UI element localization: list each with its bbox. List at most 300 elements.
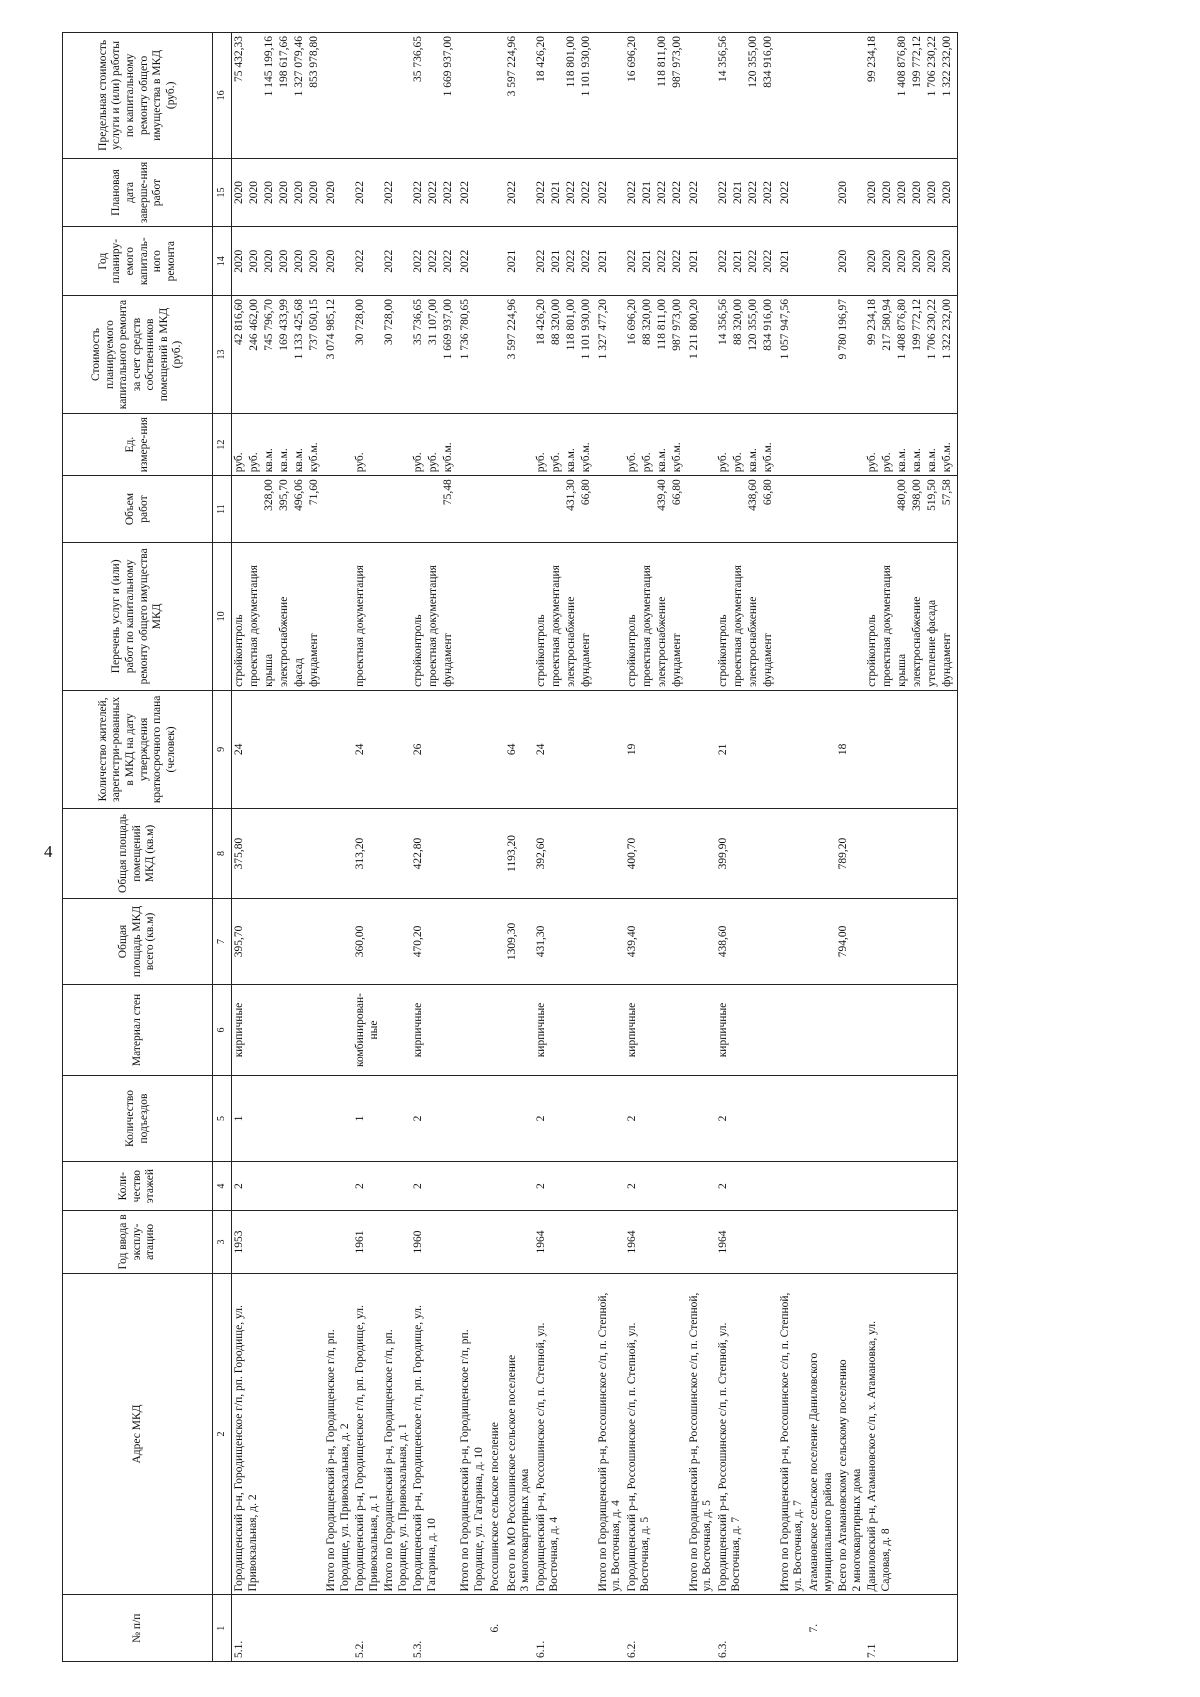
- repair-years-cell: [716, 227, 778, 296]
- completion-year: 2022: [670, 181, 683, 205]
- work-item: стройконтроль: [716, 614, 729, 687]
- address-cell: [232, 1273, 325, 1595]
- max-cost: 1 101 930,00: [579, 36, 592, 97]
- year-built-cell: [232, 1211, 325, 1273]
- max-cost: 14 356,56: [716, 36, 729, 82]
- subtotal-cost-cell: [596, 296, 625, 414]
- column-header: Количество жителей, зарегистри-рованных в МКД на дату утверждения краткосрочного плана (человек): [63, 690, 213, 808]
- repair-year: 2020: [308, 249, 320, 273]
- empty-cell: [382, 899, 411, 985]
- entrances-count: 1: [354, 1115, 367, 1122]
- work-unit: куб.м.: [579, 442, 592, 473]
- summary-residents-cell: [836, 690, 865, 808]
- column-number: 15: [213, 158, 232, 227]
- house-address: Городищенский р-н, Россошинское с/п, п. Степной, ул. Восточная, д. 7: [716, 1322, 743, 1592]
- work-cost: 118 811,00: [655, 299, 668, 350]
- subtotal-date: 2020: [325, 181, 337, 205]
- premises-area: 375,80: [233, 837, 245, 870]
- wall-material: кирпичные: [233, 1002, 245, 1058]
- work-volume: 71,60: [308, 479, 320, 506]
- empty-cell: [596, 1211, 625, 1273]
- work-cost: 99 234,18: [866, 299, 879, 346]
- summary-date: 2022: [505, 181, 518, 205]
- work-cost: 246 462,00: [248, 299, 260, 351]
- works-cell: [232, 542, 325, 690]
- floors-cell: [625, 1161, 687, 1210]
- completion-year: 2022: [716, 181, 729, 205]
- subtotal-cost-cell: [324, 296, 353, 414]
- empty-cell: [382, 1161, 411, 1210]
- summary-residents: 64: [505, 743, 518, 756]
- house-row: [353, 33, 382, 1662]
- column-header: Коли-чество этажей: [63, 1161, 213, 1210]
- wall-material-cell: [232, 984, 325, 1075]
- volumes-cell: [625, 476, 687, 543]
- column-number: 7: [213, 899, 232, 985]
- work-volume: [550, 479, 565, 539]
- summary-house-count: 3 многоквартирных дома: [519, 1468, 532, 1592]
- subtotal-year: 2021: [596, 249, 609, 273]
- repair-year: 2022: [354, 249, 367, 273]
- empty-cell: [505, 1595, 534, 1662]
- limits-cell: [625, 33, 687, 159]
- work-volume: [732, 479, 747, 539]
- empty-cell: [778, 33, 807, 159]
- repair-year: 2022: [625, 249, 638, 273]
- work-cost: 1 133 425,68: [293, 299, 305, 360]
- max-cost: 1 322 232,00: [941, 36, 954, 97]
- subtotal-date-cell: [458, 158, 487, 227]
- empty-cell: [807, 808, 836, 898]
- limits-cell: [716, 33, 778, 159]
- summary-premises-area: 789,20: [837, 837, 850, 870]
- row-number: 5.2.: [354, 1640, 367, 1658]
- column-header: Общая площадь помещений МКД (кв.м): [63, 808, 213, 898]
- floors-cell: [534, 1161, 596, 1210]
- empty-cell: [807, 1076, 836, 1162]
- column-number: 8: [213, 808, 232, 898]
- work-volume: 431,30: [564, 479, 577, 511]
- column-number: 11: [213, 476, 232, 543]
- residents-cell: [865, 690, 958, 808]
- house-row: [865, 33, 958, 1662]
- repair-year: 2021: [549, 249, 562, 273]
- work-unit: руб.: [731, 452, 744, 473]
- work-cost: 1 669 937,00: [442, 299, 455, 360]
- repair-year: 2022: [412, 249, 425, 273]
- work-unit: руб.: [427, 452, 440, 473]
- empty-cell: [324, 984, 353, 1075]
- house-row: [411, 33, 458, 1662]
- work-volume: [427, 479, 442, 539]
- year-built: 1953: [233, 1230, 245, 1254]
- empty-cell: [778, 1076, 807, 1162]
- max-cost: 1 408 876,80: [896, 36, 909, 97]
- max-cost: 1 706 230,22: [926, 36, 939, 97]
- subtotal-row: [596, 33, 625, 1662]
- subtotal-date: 2022: [596, 181, 609, 205]
- work-unit: руб.: [881, 452, 894, 473]
- work-unit: руб.: [716, 452, 729, 473]
- work-unit: руб.: [354, 452, 367, 473]
- work-item: фундамент: [941, 633, 954, 687]
- section-summary-row: [505, 33, 534, 1662]
- empty-cell: [505, 542, 534, 690]
- row-number-cell: [232, 1595, 325, 1662]
- subtotal-label-cell: [687, 1273, 716, 1595]
- floors-count: [866, 1165, 881, 1207]
- column-header: Объем работ: [63, 476, 213, 543]
- floors-cell: [865, 1161, 958, 1210]
- work-cost: 120 355,00: [746, 299, 759, 351]
- summary-date-cell: [836, 158, 865, 227]
- summary-limit-cell: [505, 33, 534, 159]
- row-number: 5.1.: [233, 1640, 245, 1658]
- premises-area-cell: [716, 808, 778, 898]
- address-cell: [865, 1273, 958, 1595]
- subtotal-label: Итого по Городищенский р-н, Россошинское с/п, п. Степной, ул. Восточная, д. 5: [687, 1292, 714, 1592]
- work-item: электроснабжение: [655, 596, 668, 687]
- empty-cell: [505, 1211, 534, 1273]
- costs-cell: [716, 296, 778, 414]
- work-volume: [412, 479, 427, 539]
- summary-year: 2021: [505, 249, 518, 273]
- units-cell: [625, 414, 687, 476]
- empty-cell: [382, 542, 411, 690]
- summary-date: 2020: [837, 181, 850, 205]
- floors-count: 2: [412, 1183, 425, 1190]
- residents-count: 24: [233, 743, 245, 756]
- entrances-count: 2: [716, 1115, 729, 1122]
- repair-year: 2020: [896, 249, 909, 273]
- work-volume: 66,80: [579, 479, 592, 506]
- empty-cell: [596, 984, 625, 1075]
- work-volume: 57,58: [941, 479, 954, 506]
- empty-cell: [807, 1161, 836, 1210]
- subtotal-date-cell: [687, 158, 716, 227]
- total-area: 438,60: [716, 925, 729, 958]
- completion-year: 2022: [579, 181, 592, 205]
- row-number: 7.1: [866, 1643, 879, 1658]
- column-header: Количество подъездов: [63, 1076, 213, 1162]
- work-volume: 496,06: [293, 479, 305, 511]
- work-cost: 745 796,70: [263, 299, 275, 351]
- row-number: 6.1.: [534, 1640, 547, 1658]
- works-cell: [534, 542, 596, 690]
- empty-cell: [807, 984, 836, 1075]
- empty-cell: [687, 984, 716, 1075]
- max-cost: 198 617,66: [278, 36, 290, 88]
- work-item: проектная документация: [881, 565, 894, 687]
- section-title: Россошинское сельское поселение: [488, 1422, 501, 1592]
- work-item: стройконтроль: [233, 614, 245, 687]
- floors-count: 2: [625, 1183, 638, 1190]
- empty-cell: [807, 899, 836, 985]
- empty-cell: [596, 414, 625, 476]
- column-header: № п/п: [63, 1595, 213, 1662]
- subtotal-year-cell: [382, 227, 411, 296]
- work-item: проектная документация: [354, 565, 367, 687]
- repair-year: 2022: [746, 249, 759, 273]
- max-cost: 99 234,18: [866, 36, 879, 82]
- subtotal-year-cell: [324, 227, 353, 296]
- empty-cell: [505, 476, 534, 543]
- total-area-cell: [716, 899, 778, 985]
- empty-cell: [687, 542, 716, 690]
- year-built-cell: [716, 1211, 778, 1273]
- end-dates-cell: [411, 158, 458, 227]
- entrances-cell: [411, 1076, 458, 1162]
- section-number-cell: [488, 1595, 505, 1662]
- repair-years-cell: [232, 227, 325, 296]
- subtotal-label-cell: [458, 1273, 487, 1595]
- row-number-cell: [716, 1595, 778, 1662]
- work-volume: [354, 479, 369, 539]
- column-header: Год планиру-емого капиталь-ного ремонта: [63, 227, 213, 296]
- empty-cell: [778, 808, 807, 898]
- empty-cell: [488, 1211, 505, 1273]
- column-number: 4: [213, 1161, 232, 1210]
- floors-count: 2: [534, 1183, 547, 1190]
- summary-residents-cell: [505, 690, 534, 808]
- completion-year: 2022: [354, 181, 367, 205]
- total-area-cell: [625, 899, 687, 985]
- address-cell: [411, 1273, 458, 1595]
- repair-year: 2022: [655, 249, 668, 273]
- units-cell: [353, 414, 382, 476]
- subtotal-date-cell: [382, 158, 411, 227]
- entrances-count: [866, 1079, 881, 1158]
- row-number: 6.2.: [625, 1640, 638, 1658]
- work-item: стройконтроль: [534, 614, 547, 687]
- empty-cell: [836, 1211, 865, 1273]
- row-number-cell: [534, 1595, 596, 1662]
- work-cost: 88 320,00: [731, 299, 744, 346]
- residents-cell: [353, 690, 382, 808]
- residents-count: 24: [354, 743, 367, 756]
- wall-material: кирпичные: [534, 1002, 547, 1058]
- empty-cell: [458, 414, 487, 476]
- work-item: крыша: [896, 653, 909, 687]
- empty-cell: [687, 1211, 716, 1273]
- summary-residents: 18: [837, 743, 850, 756]
- house-address: Городищенский р-н, Городищенское г/п, рп. Городище, ул. Привокзальная, д. 1: [354, 1305, 380, 1592]
- end-dates-cell: [625, 158, 687, 227]
- year-built: 1964: [625, 1230, 638, 1254]
- column-number: 12: [213, 414, 232, 476]
- summary-limit: [837, 36, 852, 155]
- empty-cell: [807, 690, 836, 808]
- residents-count: 19: [625, 743, 638, 756]
- work-cost: 1 706 230,22: [926, 299, 939, 360]
- empty-cell: [836, 476, 865, 543]
- residents-count: 21: [716, 743, 729, 756]
- completion-year: 2020: [881, 181, 894, 205]
- end-dates-cell: [534, 158, 596, 227]
- year-built-cell: [625, 1211, 687, 1273]
- empty-cell: [687, 1595, 716, 1662]
- empty-cell: [324, 808, 353, 898]
- work-item: фундамент: [442, 633, 455, 687]
- subtotal-label: Итого по Городищенский р-н, Городищенское г/п, рп. Городище, ул. Гагарина, д. 10: [459, 1329, 485, 1592]
- work-item: электроснабжение: [278, 596, 290, 687]
- completion-year: 2020: [866, 181, 879, 205]
- year-built: 1964: [534, 1230, 547, 1254]
- costs-cell: [353, 296, 382, 414]
- empty-cell: [488, 1161, 505, 1210]
- page-number: 4: [44, 842, 53, 861]
- address-cell: [716, 1273, 778, 1595]
- costs-cell: [534, 296, 596, 414]
- work-cost: 88 320,00: [640, 299, 653, 346]
- empty-cell: [458, 1161, 487, 1210]
- max-cost: 118 801,00: [564, 36, 577, 88]
- floors-cell: [232, 1161, 325, 1210]
- empty-cell: [596, 690, 625, 808]
- completion-year: 2022: [534, 181, 547, 205]
- end-dates-cell: [353, 158, 382, 227]
- year-built: [866, 1214, 881, 1269]
- work-cost: 18 426,20: [534, 299, 547, 346]
- max-cost: 1 327 079,46: [293, 36, 305, 97]
- costs-cell: [232, 296, 325, 414]
- work-unit: куб.м.: [308, 442, 320, 473]
- empty-cell: [778, 690, 807, 808]
- subtotal-row: [324, 33, 353, 1662]
- column-header: Ед. измере-ния: [63, 414, 213, 476]
- work-unit: кв.м.: [293, 448, 305, 473]
- work-volume: [881, 479, 896, 539]
- max-cost: [881, 36, 896, 155]
- wall-material: кирпичные: [412, 1002, 425, 1058]
- subtotal-cost: 1 327 477,20: [596, 299, 609, 360]
- completion-year: 2022: [442, 181, 455, 205]
- empty-cell: [687, 476, 716, 543]
- completion-year: 2020: [926, 181, 939, 205]
- empty-cell: [778, 1161, 807, 1210]
- section-title: Атамановское сельское поселение Даниловского муниципального района: [808, 1352, 834, 1592]
- completion-year: 2022: [564, 181, 577, 205]
- summary-date-cell: [505, 158, 534, 227]
- repair-year: 2022: [534, 249, 547, 273]
- work-volume: 66,80: [761, 479, 774, 506]
- work-unit: руб.: [640, 452, 653, 473]
- subtotal-year: 2020: [325, 249, 337, 273]
- subtotal-label: Итого по Городищенский р-н, Россошинское с/п, п. Степной, ул. Восточная, д. 7: [778, 1292, 805, 1592]
- house-address: Даниловский р-н, Атамановское с/п, х. Атамановка, ул. Садовая, д. 8: [866, 1320, 892, 1592]
- empty-cell: [596, 1076, 625, 1162]
- wall-material-cell: [534, 984, 596, 1075]
- column-number: 9: [213, 690, 232, 808]
- premises-area-cell: [411, 808, 458, 898]
- completion-year: 2022: [412, 181, 425, 205]
- end-dates-cell: [716, 158, 778, 227]
- work-cost: 88 320,00: [549, 299, 562, 346]
- empty-cell: [687, 414, 716, 476]
- work-unit: руб.: [534, 452, 547, 473]
- empty-cell: [836, 414, 865, 476]
- subtotal-label: Итого по Городищенский р-н, Россошинское с/п, п. Степной, ул. Восточная, д. 4: [596, 1292, 623, 1592]
- completion-year: 2020: [248, 181, 260, 205]
- repair-years-cell: [353, 227, 382, 296]
- empty-cell: [488, 808, 505, 898]
- repair-year: 2022: [716, 249, 729, 273]
- work-cost: 35 736,65: [412, 299, 425, 346]
- year-built: 1961: [354, 1230, 367, 1254]
- subtotal-year: 2022: [459, 249, 472, 273]
- floors-count: 2: [716, 1183, 729, 1190]
- max-cost: 18 426,20: [534, 36, 547, 82]
- column-number: 6: [213, 984, 232, 1075]
- subtotal-year-cell: [458, 227, 487, 296]
- empty-cell: [458, 1076, 487, 1162]
- empty-cell: [488, 899, 505, 985]
- work-item: фундамент: [308, 633, 320, 687]
- work-cost: 217 580,94: [881, 299, 894, 351]
- summary-house-count: 2 многоквартирных дома: [850, 1468, 863, 1592]
- premises-area: 399,90: [716, 837, 729, 870]
- work-unit: куб.м.: [442, 442, 455, 473]
- address-cell: [353, 1273, 382, 1595]
- row-number-cell: [865, 1595, 958, 1662]
- empty-cell: [488, 542, 505, 690]
- wall-material-cell: [411, 984, 458, 1075]
- wall-material-cell: [865, 984, 958, 1075]
- work-unit: руб.: [233, 452, 245, 473]
- work-volume: 439,40: [655, 479, 668, 511]
- wall-material: комбинирован-ные: [354, 993, 380, 1068]
- completion-year: 2022: [746, 181, 759, 205]
- section-number: 7.: [808, 1623, 820, 1633]
- max-cost: 1 669 937,00: [442, 36, 455, 97]
- subtotal-year: 2022: [383, 249, 396, 273]
- empty-cell: [807, 158, 836, 227]
- max-cost: 199 772,12: [911, 36, 924, 88]
- column-header: Год ввода в эксплу-атацию: [63, 1211, 213, 1273]
- total-area: [866, 902, 881, 981]
- column-number: 5: [213, 1076, 232, 1162]
- work-unit: кв.м.: [655, 448, 668, 473]
- empty-cell: [324, 1211, 353, 1273]
- repair-year: 2022: [564, 249, 577, 273]
- residents-cell: [534, 690, 596, 808]
- subtotal-date: 2022: [687, 181, 700, 205]
- summary-premises-area: 1193,20: [505, 835, 518, 872]
- empty-cell: [488, 690, 505, 808]
- work-item: утепление фасада: [926, 599, 939, 687]
- wall-material-cell: [625, 984, 687, 1075]
- max-cost: [248, 36, 263, 155]
- section-row: [807, 33, 836, 1662]
- end-dates-cell: [232, 158, 325, 227]
- floors-cell: [353, 1161, 382, 1210]
- table-body: [232, 33, 958, 1662]
- column-number: 1: [213, 1595, 232, 1662]
- empty-cell: [458, 690, 487, 808]
- work-cost: 1 408 876,80: [896, 299, 909, 360]
- subtotal-cost-cell: [458, 296, 487, 414]
- repair-year: 2021: [640, 249, 653, 273]
- empty-cell: [488, 33, 505, 159]
- house-address: Городищенский р-н, Россошинское с/п, п. Степной, ул. Восточная, д. 5: [625, 1322, 652, 1592]
- subtotal-cost-cell: [687, 296, 716, 414]
- repair-year: 2020: [278, 249, 290, 273]
- year-built: 1964: [716, 1230, 729, 1254]
- empty-cell: [324, 1161, 353, 1210]
- residents-count: 24: [534, 743, 547, 756]
- work-volume: 519,50: [926, 479, 939, 511]
- units-cell: [865, 414, 958, 476]
